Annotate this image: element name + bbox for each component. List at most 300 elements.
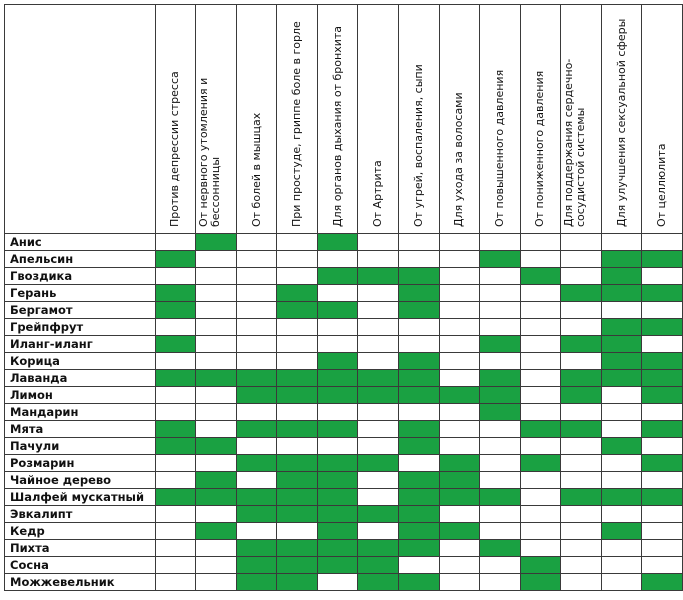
cell-marked bbox=[480, 336, 521, 353]
cell-marked bbox=[317, 268, 358, 285]
cell-marked bbox=[398, 285, 439, 302]
cell-empty bbox=[439, 251, 480, 268]
cell-empty bbox=[642, 302, 683, 319]
cell-empty bbox=[642, 506, 683, 523]
row-label: Эвкалипт bbox=[5, 506, 156, 523]
cell-marked bbox=[398, 268, 439, 285]
cell-marked bbox=[317, 506, 358, 523]
table-row bbox=[5, 302, 683, 319]
cell-empty bbox=[561, 557, 602, 574]
cell-marked bbox=[236, 455, 277, 472]
cell-empty bbox=[155, 472, 196, 489]
cell-empty bbox=[196, 353, 237, 370]
cell-empty bbox=[358, 489, 399, 506]
cell-marked bbox=[601, 251, 642, 268]
cell-empty bbox=[196, 336, 237, 353]
cell-empty bbox=[439, 370, 480, 387]
cell-marked bbox=[317, 523, 358, 540]
cell-empty bbox=[236, 251, 277, 268]
cell-empty bbox=[358, 523, 399, 540]
cell-empty bbox=[398, 455, 439, 472]
cell-empty bbox=[439, 574, 480, 591]
cell-empty bbox=[317, 574, 358, 591]
cell-marked bbox=[398, 489, 439, 506]
cell-empty bbox=[236, 319, 277, 336]
cell-empty bbox=[520, 472, 561, 489]
cell-empty bbox=[277, 251, 318, 268]
table-row bbox=[5, 268, 683, 285]
cell-marked bbox=[439, 455, 480, 472]
cell-marked bbox=[358, 574, 399, 591]
cell-empty bbox=[196, 455, 237, 472]
cell-empty bbox=[358, 302, 399, 319]
row-label: Апельсин bbox=[5, 251, 156, 268]
cell-empty bbox=[196, 557, 237, 574]
column-header bbox=[317, 5, 358, 234]
cell-empty bbox=[439, 421, 480, 438]
cell-marked bbox=[561, 489, 602, 506]
cell-empty bbox=[155, 234, 196, 251]
cell-marked bbox=[317, 472, 358, 489]
cell-empty bbox=[398, 319, 439, 336]
cell-empty bbox=[277, 336, 318, 353]
cell-empty bbox=[358, 336, 399, 353]
column-header-label: От угрей, воспаления, сыпи bbox=[411, 64, 425, 227]
cell-empty bbox=[561, 234, 602, 251]
cell-empty bbox=[480, 455, 521, 472]
cell-empty bbox=[196, 285, 237, 302]
cell-marked bbox=[317, 234, 358, 251]
cell-marked bbox=[398, 506, 439, 523]
cell-marked bbox=[196, 438, 237, 455]
cell-empty bbox=[439, 404, 480, 421]
column-header bbox=[642, 5, 683, 234]
cell-empty bbox=[317, 319, 358, 336]
cell-marked bbox=[277, 506, 318, 523]
row-label: Можжевельник bbox=[5, 574, 156, 591]
cell-empty bbox=[561, 455, 602, 472]
table-row bbox=[5, 336, 683, 353]
cell-empty bbox=[439, 557, 480, 574]
cell-empty bbox=[601, 506, 642, 523]
table-row bbox=[5, 557, 683, 574]
cell-marked bbox=[196, 472, 237, 489]
cell-empty bbox=[439, 438, 480, 455]
cell-marked bbox=[642, 489, 683, 506]
cell-marked bbox=[317, 557, 358, 574]
cell-empty bbox=[236, 268, 277, 285]
cell-marked bbox=[561, 421, 602, 438]
cell-empty bbox=[398, 251, 439, 268]
cell-marked bbox=[601, 285, 642, 302]
cell-empty bbox=[236, 336, 277, 353]
cell-marked bbox=[601, 370, 642, 387]
cell-marked bbox=[480, 370, 521, 387]
column-header-label: От нервного утомления и бессонницы bbox=[196, 77, 222, 227]
cell-marked bbox=[561, 285, 602, 302]
cell-marked bbox=[358, 540, 399, 557]
cell-marked bbox=[439, 489, 480, 506]
cell-marked bbox=[601, 336, 642, 353]
cell-empty bbox=[561, 438, 602, 455]
cell-marked bbox=[439, 472, 480, 489]
cell-marked bbox=[520, 455, 561, 472]
cell-empty bbox=[642, 336, 683, 353]
column-header bbox=[439, 5, 480, 234]
row-label: Анис bbox=[5, 234, 156, 251]
cell-empty bbox=[358, 472, 399, 489]
cell-empty bbox=[155, 574, 196, 591]
cell-empty bbox=[439, 540, 480, 557]
column-header-label: От повышенного давления bbox=[492, 69, 506, 227]
cell-marked bbox=[317, 353, 358, 370]
cell-empty bbox=[398, 404, 439, 421]
column-header bbox=[358, 5, 399, 234]
cell-empty bbox=[155, 455, 196, 472]
cell-marked bbox=[236, 421, 277, 438]
cell-empty bbox=[236, 285, 277, 302]
cell-empty bbox=[439, 336, 480, 353]
cell-empty bbox=[236, 404, 277, 421]
cell-marked bbox=[601, 523, 642, 540]
cell-empty bbox=[561, 540, 602, 557]
table-row bbox=[5, 455, 683, 472]
cell-empty bbox=[480, 319, 521, 336]
cell-empty bbox=[439, 285, 480, 302]
column-header-label: От пониженного давления bbox=[533, 70, 547, 227]
cell-empty bbox=[520, 285, 561, 302]
cell-empty bbox=[561, 574, 602, 591]
cell-empty bbox=[642, 438, 683, 455]
cell-marked bbox=[317, 370, 358, 387]
cell-empty bbox=[439, 234, 480, 251]
cell-marked bbox=[480, 489, 521, 506]
cell-empty bbox=[520, 370, 561, 387]
cell-marked bbox=[642, 285, 683, 302]
cell-empty bbox=[561, 251, 602, 268]
row-label: Шалфей мускатный bbox=[5, 489, 156, 506]
cell-empty bbox=[155, 387, 196, 404]
column-header bbox=[155, 5, 196, 234]
cell-empty bbox=[277, 438, 318, 455]
table-row bbox=[5, 438, 683, 455]
corner-cell bbox=[5, 5, 156, 234]
column-header-label: Против депрессии стресса bbox=[168, 71, 182, 227]
cell-empty bbox=[561, 353, 602, 370]
cell-empty bbox=[480, 523, 521, 540]
table-row bbox=[5, 234, 683, 251]
cell-marked bbox=[480, 387, 521, 404]
table-row bbox=[5, 387, 683, 404]
cell-marked bbox=[155, 421, 196, 438]
cell-marked bbox=[155, 302, 196, 319]
cell-marked bbox=[236, 387, 277, 404]
row-label: Кедр bbox=[5, 523, 156, 540]
cell-marked bbox=[601, 489, 642, 506]
cell-empty bbox=[155, 268, 196, 285]
cell-empty bbox=[155, 404, 196, 421]
cell-empty bbox=[317, 438, 358, 455]
column-header-label: От целлюлита bbox=[655, 143, 669, 227]
cell-marked bbox=[155, 251, 196, 268]
cell-marked bbox=[439, 387, 480, 404]
cell-empty bbox=[196, 251, 237, 268]
cell-empty bbox=[642, 404, 683, 421]
cell-empty bbox=[236, 523, 277, 540]
cell-marked bbox=[236, 370, 277, 387]
cell-marked bbox=[398, 472, 439, 489]
cell-marked bbox=[317, 421, 358, 438]
cell-empty bbox=[196, 319, 237, 336]
cell-empty bbox=[155, 523, 196, 540]
cell-marked bbox=[642, 421, 683, 438]
cell-empty bbox=[642, 523, 683, 540]
row-label: Розмарин bbox=[5, 455, 156, 472]
cell-empty bbox=[196, 574, 237, 591]
cell-marked bbox=[561, 387, 602, 404]
cell-empty bbox=[155, 319, 196, 336]
table-row bbox=[5, 319, 683, 336]
cell-empty bbox=[480, 302, 521, 319]
cell-empty bbox=[561, 302, 602, 319]
cell-empty bbox=[155, 353, 196, 370]
cell-empty bbox=[561, 506, 602, 523]
cell-marked bbox=[398, 370, 439, 387]
cell-marked bbox=[398, 387, 439, 404]
column-header-label: Для улучшения сексуальной сферы bbox=[614, 18, 628, 227]
cell-empty bbox=[277, 523, 318, 540]
cell-marked bbox=[480, 540, 521, 557]
cell-empty bbox=[480, 472, 521, 489]
cell-empty bbox=[317, 404, 358, 421]
cell-empty bbox=[277, 234, 318, 251]
row-label: Корица bbox=[5, 353, 156, 370]
cell-empty bbox=[601, 557, 642, 574]
cell-marked bbox=[642, 455, 683, 472]
column-header-label: От болей в мышцах bbox=[249, 112, 263, 227]
cell-empty bbox=[196, 268, 237, 285]
cell-marked bbox=[155, 285, 196, 302]
row-label: Мята bbox=[5, 421, 156, 438]
cell-empty bbox=[317, 251, 358, 268]
cell-empty bbox=[358, 285, 399, 302]
cell-marked bbox=[277, 489, 318, 506]
cell-empty bbox=[480, 421, 521, 438]
cell-empty bbox=[358, 251, 399, 268]
cell-empty bbox=[317, 336, 358, 353]
cell-marked bbox=[642, 574, 683, 591]
cell-empty bbox=[358, 438, 399, 455]
cell-marked bbox=[196, 370, 237, 387]
table-row bbox=[5, 353, 683, 370]
cell-marked bbox=[561, 370, 602, 387]
oils-table bbox=[4, 4, 683, 591]
cell-empty bbox=[277, 319, 318, 336]
cell-empty bbox=[601, 387, 642, 404]
cell-marked bbox=[398, 574, 439, 591]
cell-empty bbox=[155, 540, 196, 557]
cell-marked bbox=[642, 251, 683, 268]
cell-marked bbox=[520, 574, 561, 591]
cell-empty bbox=[196, 421, 237, 438]
cell-empty bbox=[642, 540, 683, 557]
cell-empty bbox=[155, 506, 196, 523]
row-label: Мандарин bbox=[5, 404, 156, 421]
cell-empty bbox=[601, 234, 642, 251]
column-header-label: Для ухода за волосами bbox=[452, 92, 466, 227]
cell-marked bbox=[642, 319, 683, 336]
cell-marked bbox=[277, 472, 318, 489]
cell-empty bbox=[601, 421, 642, 438]
cell-empty bbox=[480, 268, 521, 285]
cell-marked bbox=[601, 353, 642, 370]
table-row bbox=[5, 370, 683, 387]
cell-empty bbox=[480, 574, 521, 591]
cell-empty bbox=[601, 472, 642, 489]
table-row bbox=[5, 489, 683, 506]
cell-empty bbox=[236, 234, 277, 251]
cell-marked bbox=[236, 540, 277, 557]
cell-marked bbox=[480, 251, 521, 268]
cell-marked bbox=[601, 319, 642, 336]
cell-marked bbox=[358, 370, 399, 387]
cell-empty bbox=[561, 268, 602, 285]
row-label: Иланг-иланг bbox=[5, 336, 156, 353]
cell-marked bbox=[358, 557, 399, 574]
table-row bbox=[5, 421, 683, 438]
cell-empty bbox=[196, 540, 237, 557]
cell-empty bbox=[561, 404, 602, 421]
cell-marked bbox=[398, 302, 439, 319]
row-label: Лаванда bbox=[5, 370, 156, 387]
cell-empty bbox=[520, 302, 561, 319]
cell-marked bbox=[236, 557, 277, 574]
column-header bbox=[398, 5, 439, 234]
cell-marked bbox=[155, 438, 196, 455]
cell-empty bbox=[520, 540, 561, 557]
cell-empty bbox=[358, 421, 399, 438]
cell-empty bbox=[480, 353, 521, 370]
cell-empty bbox=[601, 540, 642, 557]
column-header bbox=[236, 5, 277, 234]
row-label: Герань bbox=[5, 285, 156, 302]
cell-empty bbox=[601, 302, 642, 319]
column-header bbox=[196, 5, 237, 234]
cell-empty bbox=[520, 251, 561, 268]
column-header bbox=[601, 5, 642, 234]
cell-empty bbox=[358, 404, 399, 421]
cell-marked bbox=[277, 387, 318, 404]
cell-marked bbox=[196, 234, 237, 251]
column-header-label: Для поддержания сердечно-сосудистой системы bbox=[562, 58, 588, 227]
cell-marked bbox=[520, 557, 561, 574]
cell-empty bbox=[236, 472, 277, 489]
row-label: Бергамот bbox=[5, 302, 156, 319]
cell-marked bbox=[398, 421, 439, 438]
cell-marked bbox=[439, 523, 480, 540]
header-row bbox=[5, 5, 683, 234]
cell-empty bbox=[155, 557, 196, 574]
cell-empty bbox=[520, 438, 561, 455]
cell-marked bbox=[155, 370, 196, 387]
cell-empty bbox=[520, 523, 561, 540]
row-label: Пачули bbox=[5, 438, 156, 455]
table-row bbox=[5, 523, 683, 540]
cell-empty bbox=[358, 319, 399, 336]
cell-marked bbox=[277, 455, 318, 472]
cell-marked bbox=[398, 540, 439, 557]
cell-empty bbox=[196, 404, 237, 421]
cell-empty bbox=[480, 285, 521, 302]
cell-empty bbox=[439, 268, 480, 285]
column-header bbox=[277, 5, 318, 234]
cell-marked bbox=[358, 387, 399, 404]
cell-empty bbox=[642, 234, 683, 251]
cell-marked bbox=[277, 302, 318, 319]
cell-marked bbox=[480, 404, 521, 421]
cell-marked bbox=[277, 557, 318, 574]
cell-empty bbox=[520, 353, 561, 370]
cell-marked bbox=[398, 438, 439, 455]
column-header-label: От Артрита bbox=[371, 160, 385, 227]
cell-marked bbox=[358, 506, 399, 523]
cell-empty bbox=[520, 387, 561, 404]
cell-marked bbox=[317, 489, 358, 506]
cell-marked bbox=[642, 387, 683, 404]
cell-marked bbox=[358, 455, 399, 472]
row-label: Грейпфрут bbox=[5, 319, 156, 336]
cell-empty bbox=[520, 336, 561, 353]
cell-empty bbox=[601, 455, 642, 472]
cell-marked bbox=[561, 336, 602, 353]
cell-empty bbox=[520, 506, 561, 523]
table-row bbox=[5, 251, 683, 268]
cell-marked bbox=[277, 421, 318, 438]
cell-empty bbox=[642, 472, 683, 489]
table-row bbox=[5, 472, 683, 489]
cell-marked bbox=[601, 268, 642, 285]
table-row bbox=[5, 404, 683, 421]
cell-empty bbox=[398, 234, 439, 251]
column-header bbox=[480, 5, 521, 234]
cell-marked bbox=[196, 489, 237, 506]
cell-marked bbox=[236, 489, 277, 506]
cell-empty bbox=[358, 234, 399, 251]
cell-marked bbox=[196, 523, 237, 540]
cell-empty bbox=[196, 387, 237, 404]
cell-empty bbox=[601, 574, 642, 591]
cell-empty bbox=[439, 506, 480, 523]
column-header-label: Для органов дыхания от бронхита bbox=[330, 26, 344, 227]
table-row bbox=[5, 506, 683, 523]
cell-empty bbox=[561, 472, 602, 489]
cell-empty bbox=[480, 557, 521, 574]
cell-marked bbox=[277, 574, 318, 591]
cell-empty bbox=[561, 523, 602, 540]
cell-empty bbox=[561, 319, 602, 336]
table-body bbox=[5, 234, 683, 591]
cell-empty bbox=[520, 489, 561, 506]
cell-marked bbox=[642, 353, 683, 370]
cell-empty bbox=[520, 319, 561, 336]
cell-marked bbox=[236, 574, 277, 591]
cell-marked bbox=[155, 336, 196, 353]
cell-empty bbox=[398, 336, 439, 353]
cell-empty bbox=[601, 404, 642, 421]
cell-empty bbox=[439, 319, 480, 336]
cell-marked bbox=[155, 489, 196, 506]
table-row bbox=[5, 285, 683, 302]
